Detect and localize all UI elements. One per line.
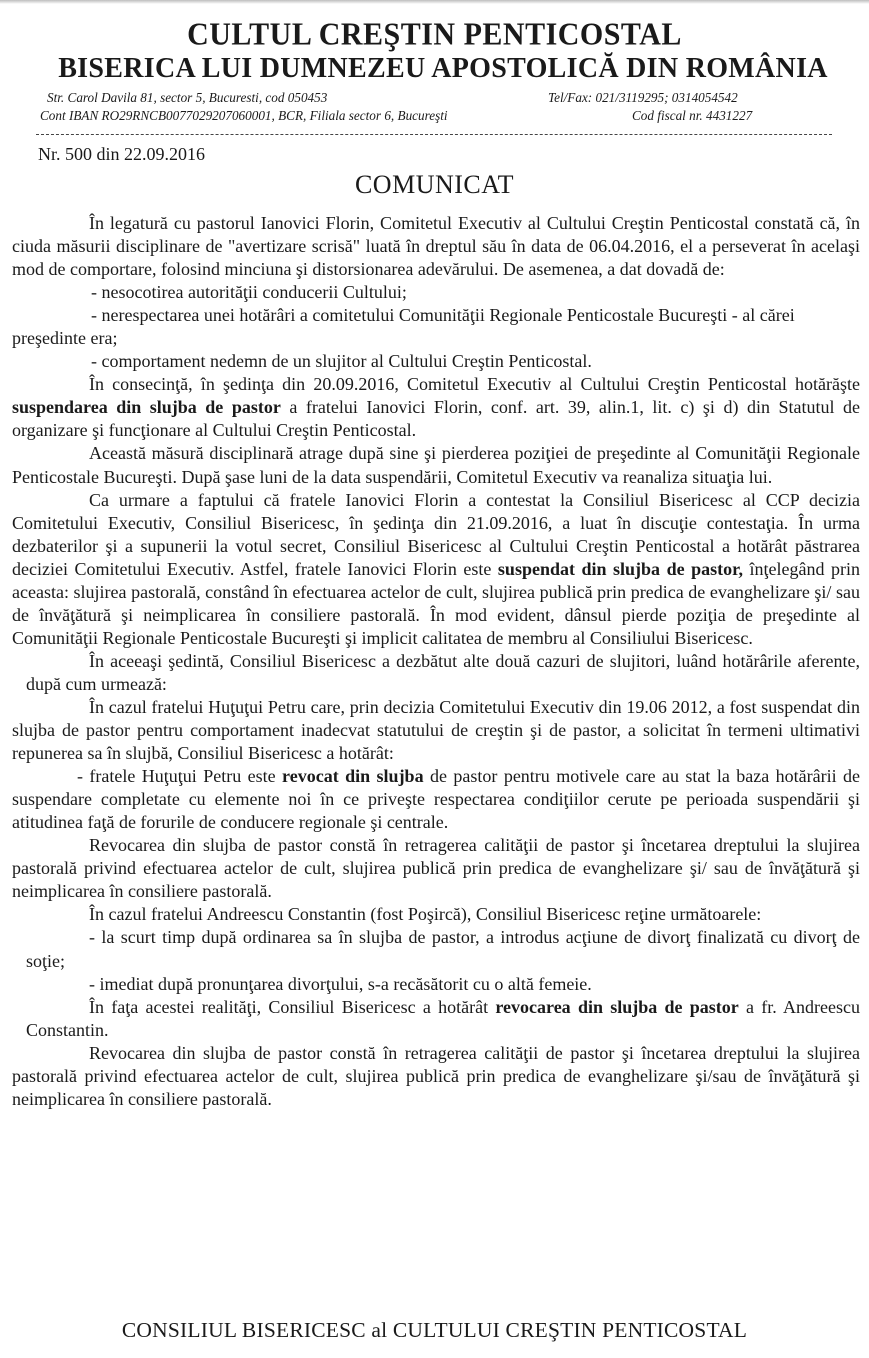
paragraph: În consecinţă, în şedinţa din 20.09.2016, Comitetul Executiv al Cultului Creştin Penticostal hotărăşte suspendarea din slujba de pastor a fratelui Ianovici Florin, conf. art. 39, alin.1, lit. c) şi d) din Statutul de organizare şi funcţionare al Cultului Creştin Penticostal. xyxy=(12,374,860,441)
paragraph: Ca urmare a faptului că fratele Ianovici Florin a contestat la Consiliul Bisericesc al CCP decizia Comitetului Executiv, Consiliul Bisericesc, în şedinţa din 21.09.2016, a luat în discuţie contestaţia. În urma dezbaterilor şi a supunerii la votul secret, Consiliul Bisericesc al Cultului Creştin Penticostal a hotărât păstrarea deciziei Comitetului Executiv. Astfel, fratele Ianovici Florin este suspendat din slujba de pastor, înţelegând prin aceasta: slujirea pastorală, constând în efectuarea actelor de cult, slujirea publică prin predica de evanghelizare şi/ sau de învăţătură şi neimplicarea în consiliere pastorală. În mod evident, dânsul pierde poziţia de preşedinte al Comunităţii Regionale Penticostale Bucureşti şi implicit calitatea de membru al Consiliului Bisericesc. xyxy=(12,489,860,648)
scan-top-edge xyxy=(0,0,869,4)
document-number: Nr. 500 din 22.09.2016 xyxy=(38,144,206,164)
list-item: - imediat după pronunţarea divorţului, s-a recăsătorit cu o altă femeie. xyxy=(89,973,592,994)
document-body xyxy=(12,212,860,1111)
document-title: COMUNICAT xyxy=(354,170,515,199)
paragraph: Revocarea din slujba de pastor constă în retragerea calităţii de pastor şi încetarea dreptului la slujirea pastorală privind efectuarea actelor de cult, slujirea publică prin predica de evanghelizare şi/sau de învăţătură şi neimplicarea în consiliere pastorală. xyxy=(12,1042,860,1109)
fiscal-code: Cod fiscal nr. 4431227 xyxy=(632,108,753,123)
paragraph: În cazul fratelui Huţuţui Petru care, prin decizia Comitetului Executiv din 19.06 2012, a fost suspendat din slujba de pastor pentru comportament inadecvat statutului de creştin şi de pastor, a solicitat în termeni ultimativi repunerea sa în slujbă, Consiliul Bisericesc a hotărât: xyxy=(12,696,860,764)
phone-fax: Tel/Fax: 021/3119295; 0314054542 xyxy=(548,90,738,105)
emphasis: revocarea din slujba de pastor xyxy=(495,996,739,1017)
paragraph: În faţa acestei realităţi, Consiliul Bisericesc a hotărât revocarea din slujba de pastor a fr. Andreescu Constantin. xyxy=(26,996,860,1040)
signature: CONSILIUL BISERICESC al CULTULUI CREŞTIN PENTICOSTAL xyxy=(121,1318,748,1342)
list-item: - comportament nedemn de un slujitor al Cultului Creştin Penticostal. xyxy=(91,351,592,372)
list-item: - la scurt timp după ordinarea sa în slujba de pastor, a introdus acţiune de divorţ finalizată cu divorţ de soţie; xyxy=(26,927,860,971)
org-name-line1: CULTUL CREŞTIN PENTICOSTAL xyxy=(187,17,682,52)
emphasis: revocat din slujba xyxy=(282,766,424,787)
header-separator xyxy=(36,134,832,135)
paragraph: În legatură cu pastorul Ianovici Florin, Comitetul Executiv al Cultului Creştin Penticostal constată că, în ciuda măsurii disciplinare de "avertizare scrisă" luată în dreptul său în data de 06.04.2016, el a perseverat în acelaşi mod de comportare, folosind minciuna şi distorsionarea adevărului. De asemenea, a dat dovadă de: xyxy=(12,213,860,280)
iban: Cont IBAN RO29RNCB0077029207060001, BCR, Filiala sector 6, Bucureşti xyxy=(40,108,448,123)
list-item: - nesocotirea autorităţii conducerii Cultului; xyxy=(91,282,407,303)
org-name-line2: BISERICA LUI DUMNEZEU APOSTOLICĂ DIN ROMÂNIA xyxy=(58,53,828,84)
paragraph: În cazul fratelui Andreescu Constantin (fost Poşircă), Consiliul Bisericesc reţine următoarele: xyxy=(89,904,762,925)
list-item: - fratele Huţuţui Petru este revocat din slujba de pastor pentru motivele care au stat la baza hotărârii de suspendare completate cu elemente noi în ce priveşte respectarea condiţiilor cerute pe perioada suspendării şi atitudinea faţă de forurile de conducere regionale şi centrale. xyxy=(12,766,861,833)
emphasis: suspendat din slujba de pastor, xyxy=(497,558,743,579)
paragraph: Revocarea din slujba de pastor constă în retragerea calităţii de pastor şi încetarea dreptului la slujirea pastorală privind efectuarea actelor de cult, slujirea publică prin predica de evanghelizare şi/ sau de învăţătură şi neimplicarea în consiliere pastorală. xyxy=(12,835,860,902)
paragraph: În aceeaşi şedintă, Consiliul Bisericesc a dezbătut alte două cazuri de slujitori, luând hotărârile aferente, după cum urmează: xyxy=(26,650,860,694)
address: Str. Carol Davila 81, sector 5, Bucuresti, cod 050453 xyxy=(47,90,328,105)
emphasis: suspendarea din slujba de pastor xyxy=(12,397,281,418)
paragraph: Această măsură disciplinară atrage după sine şi pierderea poziţiei de preşedinte al Comunităţii Regionale Penticostale Bucureşti. După şase luni de la data suspendării, Comitetul Executiv va reanaliza situaţia lui. xyxy=(12,443,860,487)
list-item: - nerespectarea unei hotărâri a comitetului Comunităţii Regionale Penticostale Bucureşti - al cărei preşedinte era; xyxy=(12,305,795,349)
